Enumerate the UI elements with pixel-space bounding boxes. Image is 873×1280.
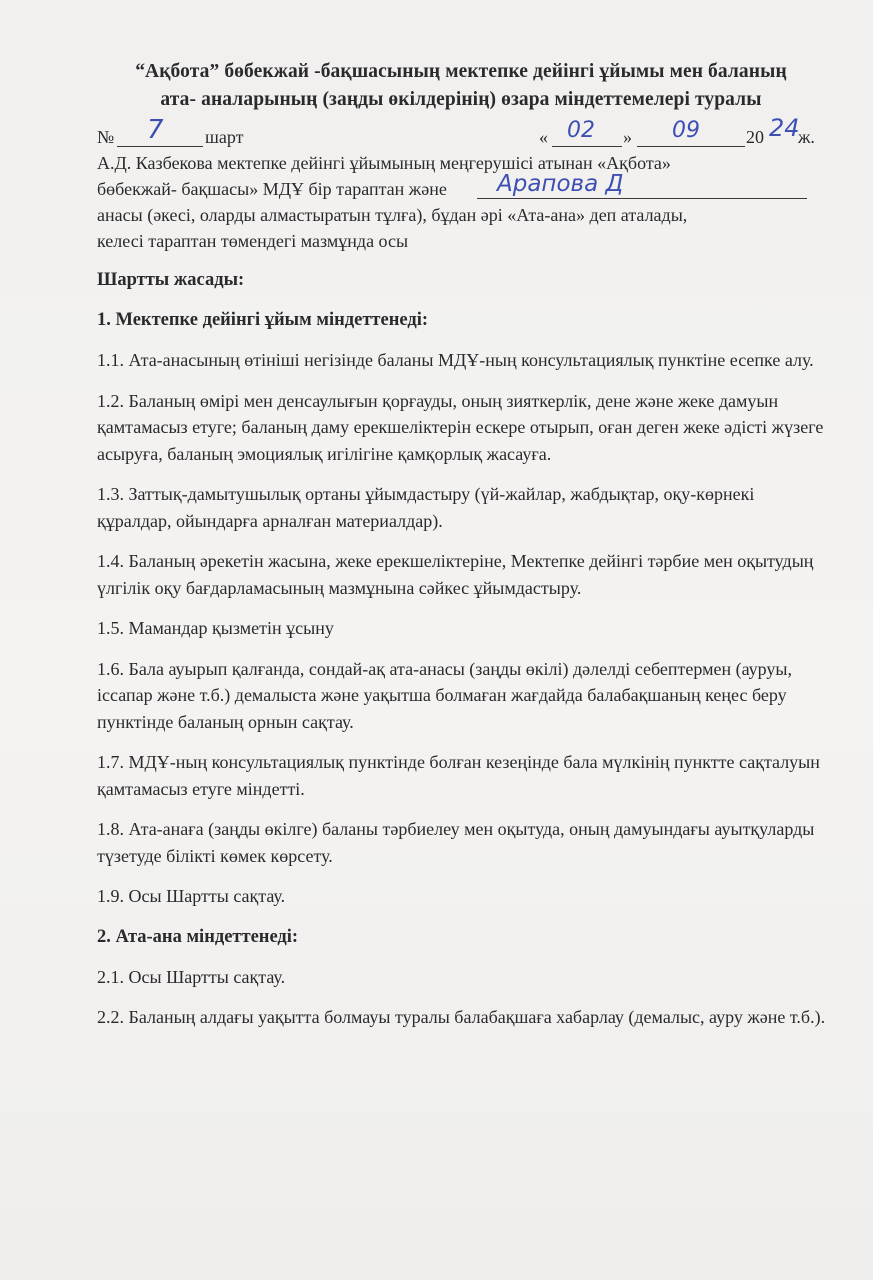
clause-1-2: 1.2. Баланың өмірі мен денсаулығын қорғауды, оның зияткерлік, дене және жеке дамуын қамтамасыз етуге; баланың даму ерекшеліктерін ескере отырып, оған деген жеке әдісті жүзеге асыруға, баланың эмоциялық игілігіне қамқорлық жасауға. (97, 390, 824, 464)
year-prefix: 20 (746, 127, 764, 147)
day-handwritten: 02 (567, 118, 595, 143)
clause-1-3: 1.3. Заттық-дамытушылық ортаны ұйымдастыру (үй-жайлар, жабдықтар, оқу-көрнекі құралдар, ойындарға арналған материалдар). (97, 484, 755, 531)
section-1-heading: 1. Мектепке дейінгі ұйым міндеттенеді: (97, 310, 428, 330)
clause-1-6: 1.6. Бала ауырып қалғанда, сондай-ақ ата-анасы (заңды өкілі) дәлелді себептермен (ауруы, іссапар және т.б.) демалыста және уақытша болмаған жағдайда балабақшаның кеңес беру пунктінде баланың орнын сақтау. (97, 658, 793, 732)
clause-1-5: 1.5. Мамандар қызметін ұсыну (97, 618, 334, 638)
clause-1-7: 1.7. МДҰ-ның консультациялық пунктінде болған кезеңінде бала мүлкінің пунктте сақталуын қамтамасыз етуге міндетті. (97, 752, 820, 799)
contract-word: шарт (205, 127, 244, 147)
clause-1-1: 1.1. Ата-анасының өтініші негізінде баланы МДҰ-ның консультациялық пунктіне есепке алу. (97, 350, 814, 370)
date-quote-close: » (623, 127, 632, 147)
contract-intro (97, 150, 833, 254)
intro-line-1: А.Д. Казбекова мектепке дейінгі ұйымының меңгерушісі атынан «Ақбота» (97, 153, 671, 173)
intro-line-2 (97, 171, 833, 202)
number-prefix: № (97, 127, 115, 147)
title-line-2: ата- аналарының (заңды өкілдерінің) өзара міндеттемелері туралы (160, 89, 762, 110)
contract-heading: Шартты жасады: (97, 270, 245, 290)
clause-1-8: 1.8. Ата-анаға (заңды өкілге) баланы тәрбиелеу мен оқытуда, оның дамуындағы ауытқуларды түзетуде білікті көмек көрсету. (97, 819, 815, 866)
contract-number-handwritten: 7 (147, 115, 164, 145)
year-word: ж. (798, 127, 815, 147)
document-title (89, 58, 833, 114)
clause-2-1: 2.1. Осы Шартты сақтау. (97, 966, 286, 987)
contract-header-line (97, 114, 833, 150)
section-2-heading: 2. Ата-ана міндеттенеді: (97, 926, 299, 947)
parent-name-handwritten: Арапова Д (497, 171, 624, 197)
contract-body (97, 267, 833, 1031)
intro-line-3: анасы (әкесі, оларды алмастыратын тұлға), бұдан әрі «Ата-ана» деп аталады, (97, 205, 688, 225)
month-handwritten: 09 (672, 118, 700, 143)
clause-1-4: 1.4. Баланың әрекетін жасына, жеке ерекшеліктеріне, Мектепке дейінгі тәрбие мен оқытудың үлгілік оқу бағдарламасының мазмұнына сәйкес ұйымдастыру. (97, 551, 814, 598)
clause-1-9: 1.9. Осы Шартты сақтау. (97, 886, 286, 906)
intro-line-2-text: бөбекжай- бақшасы» МДҰ бір тараптан және (97, 179, 447, 199)
intro-line-4: келесі тараптан төмендегі мазмұнда осы (97, 231, 409, 251)
date-quote-open: « (539, 127, 548, 147)
clause-2-2: 2.2. Баланың алдағы уақытта болмауы туралы балабақшаға хабарлау (демалыс, ауру және т.б.). (97, 1007, 826, 1027)
title-line-1: “Ақбота” бөбекжай -бақшасының мектепке дейінгі ұйымы мен баланың (135, 61, 787, 82)
year-handwritten: 24 (769, 114, 800, 142)
